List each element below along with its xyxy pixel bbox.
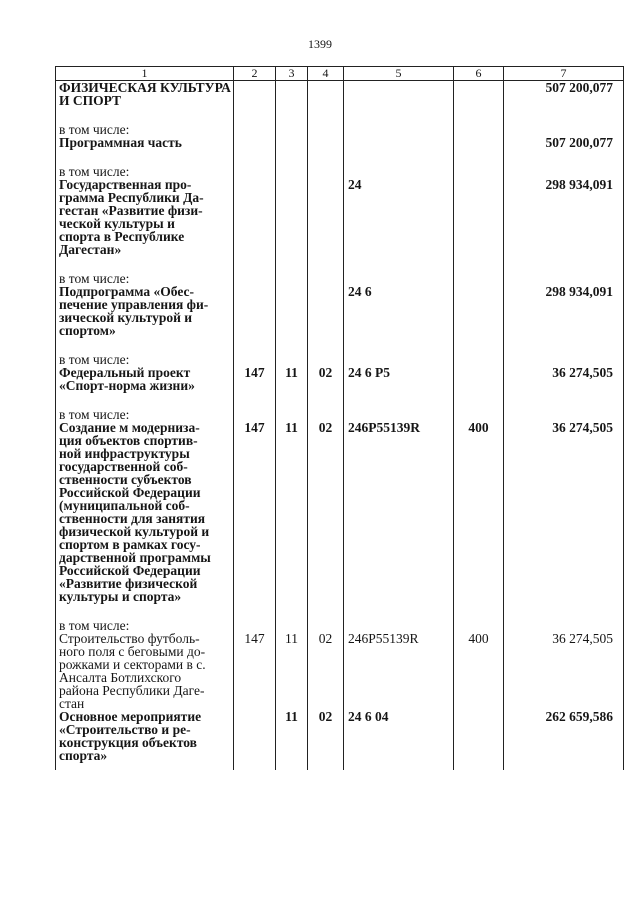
col-header-3: 3: [276, 67, 308, 81]
target-article-code: 24 6 04: [344, 710, 454, 770]
table-body: [56, 81, 624, 771]
empty-cell: [276, 392, 308, 421]
ministry-code: [234, 285, 276, 337]
section-code: [276, 178, 308, 256]
ministry-code: 147: [234, 632, 276, 710]
item-name: Создание м модерниза- ция объектов спортив- ной инфраструктуры государственной соб- ственности субъектов Российской Федерации (муниципальной соб- ственности для занятия физической культурой и спортом в рамках госу- дарственной программы Российской Федерации «Развитие физической культуры и спорта»: [56, 421, 234, 603]
empty-cell: [308, 392, 344, 421]
ministry-code: [234, 710, 276, 770]
ministry-code: [234, 136, 276, 149]
note-label: в том числе:: [56, 603, 234, 632]
empty-cell: [344, 337, 454, 366]
target-article-code: 24: [344, 178, 454, 256]
target-article-code: 246Р55139R: [344, 421, 454, 603]
expense-type-code: [454, 285, 504, 337]
empty-cell: [504, 107, 624, 136]
item-name: Федеральный проект «Спорт-норма жизни»: [56, 366, 234, 392]
empty-cell: [276, 107, 308, 136]
empty-cell: [454, 107, 504, 136]
amount: 507 200,077: [504, 136, 624, 149]
table-row: [56, 285, 624, 337]
section-code: 11: [276, 632, 308, 710]
ministry-code: 147: [234, 421, 276, 603]
empty-cell: [454, 603, 504, 632]
col-header-1: 1: [56, 67, 234, 81]
subsection-code: 02: [308, 421, 344, 603]
empty-cell: [504, 337, 624, 366]
amount: 36 274,505: [504, 366, 624, 392]
empty-cell: [276, 603, 308, 632]
table-row: [56, 178, 624, 256]
empty-cell: [234, 392, 276, 421]
target-article-code: 24 6: [344, 285, 454, 337]
subsection-code: [308, 81, 344, 108]
target-article-code: [344, 136, 454, 149]
empty-cell: [308, 107, 344, 136]
expense-type-code: [454, 178, 504, 256]
empty-cell: [454, 149, 504, 178]
note-label: в том числе:: [56, 256, 234, 285]
subsection-code: 02: [308, 710, 344, 770]
empty-cell: [308, 256, 344, 285]
expense-type-code: [454, 710, 504, 770]
subsection-code: [308, 136, 344, 149]
empty-cell: [504, 256, 624, 285]
empty-cell: [276, 337, 308, 366]
note-label: в том числе:: [56, 392, 234, 421]
section-code: [276, 136, 308, 149]
empty-cell: [454, 337, 504, 366]
expense-type-code: 400: [454, 632, 504, 710]
table-row: [56, 81, 624, 108]
empty-cell: [308, 603, 344, 632]
empty-cell: [344, 392, 454, 421]
empty-cell: [344, 107, 454, 136]
section-code: [276, 81, 308, 108]
empty-cell: [454, 256, 504, 285]
empty-cell: [276, 256, 308, 285]
empty-cell: [344, 149, 454, 178]
empty-cell: [234, 603, 276, 632]
col-header-7: 7: [504, 67, 624, 81]
section-code: 11: [276, 421, 308, 603]
note-label: в том числе:: [56, 107, 234, 136]
table-row: [56, 710, 624, 770]
empty-cell: [504, 392, 624, 421]
item-name: Основное мероприятие «Строительство и ре- конструкция объектов спорта»: [56, 710, 234, 770]
ministry-code: 147: [234, 366, 276, 392]
header-row: [56, 67, 624, 81]
empty-cell: [234, 149, 276, 178]
table-row: [56, 366, 624, 392]
note-row: [56, 149, 624, 178]
ministry-code: [234, 81, 276, 108]
empty-cell: [308, 337, 344, 366]
amount: 262 659,586: [504, 710, 624, 770]
empty-cell: [454, 392, 504, 421]
section-code: [276, 285, 308, 337]
amount: 507 200,077: [504, 81, 624, 108]
amount: 36 274,505: [504, 632, 624, 710]
subsection-code: [308, 178, 344, 256]
empty-cell: [276, 149, 308, 178]
table-row: [56, 632, 624, 710]
note-row: [56, 256, 624, 285]
table-row: [56, 421, 624, 603]
empty-cell: [234, 337, 276, 366]
section-code: 11: [276, 710, 308, 770]
empty-cell: [504, 149, 624, 178]
target-article-code: 246Р55139R: [344, 632, 454, 710]
subsection-code: [308, 285, 344, 337]
col-header-6: 6: [454, 67, 504, 81]
empty-cell: [308, 149, 344, 178]
empty-cell: [234, 256, 276, 285]
item-name: Подпрограмма «Обес- печение управления фи- зической культурой и спортом»: [56, 285, 234, 337]
budget-table: [55, 66, 624, 770]
subsection-code: 02: [308, 366, 344, 392]
item-name: Программная часть: [56, 136, 234, 149]
note-label: в том числе:: [56, 337, 234, 366]
subsection-code: 02: [308, 632, 344, 710]
empty-cell: [234, 107, 276, 136]
amount: 298 934,091: [504, 285, 624, 337]
item-name: Государственная про- грамма Республики Да- гестан «Развитие физи- ческой культуры и спорта в Республике Дагестан»: [56, 178, 234, 256]
target-article-code: [344, 81, 454, 108]
empty-cell: [344, 256, 454, 285]
expense-type-code: 400: [454, 421, 504, 603]
note-row: [56, 392, 624, 421]
note-row: [56, 337, 624, 366]
col-header-5: 5: [344, 67, 454, 81]
note-row: [56, 603, 624, 632]
page-number: 1399: [308, 37, 332, 51]
expense-type-code: [454, 136, 504, 149]
amount: 298 934,091: [504, 178, 624, 256]
col-header-2: 2: [234, 67, 276, 81]
ministry-code: [234, 178, 276, 256]
expense-type-code: [454, 81, 504, 108]
table-row: [56, 136, 624, 149]
note-label: в том числе:: [56, 149, 234, 178]
amount: 36 274,505: [504, 421, 624, 603]
item-name: ФИЗИЧЕСКАЯ КУЛЬТУРА И СПОРТ: [56, 81, 234, 108]
col-header-4: 4: [308, 67, 344, 81]
expense-type-code: [454, 366, 504, 392]
section-code: 11: [276, 366, 308, 392]
item-name: Строительство футболь- ного поля с беговыми до- рожками и секторами в с. Ансалта Ботлихского района Республики Даге- стан: [56, 632, 234, 710]
note-row: [56, 107, 624, 136]
empty-cell: [344, 603, 454, 632]
empty-cell: [504, 603, 624, 632]
target-article-code: 24 6 Р5: [344, 366, 454, 392]
